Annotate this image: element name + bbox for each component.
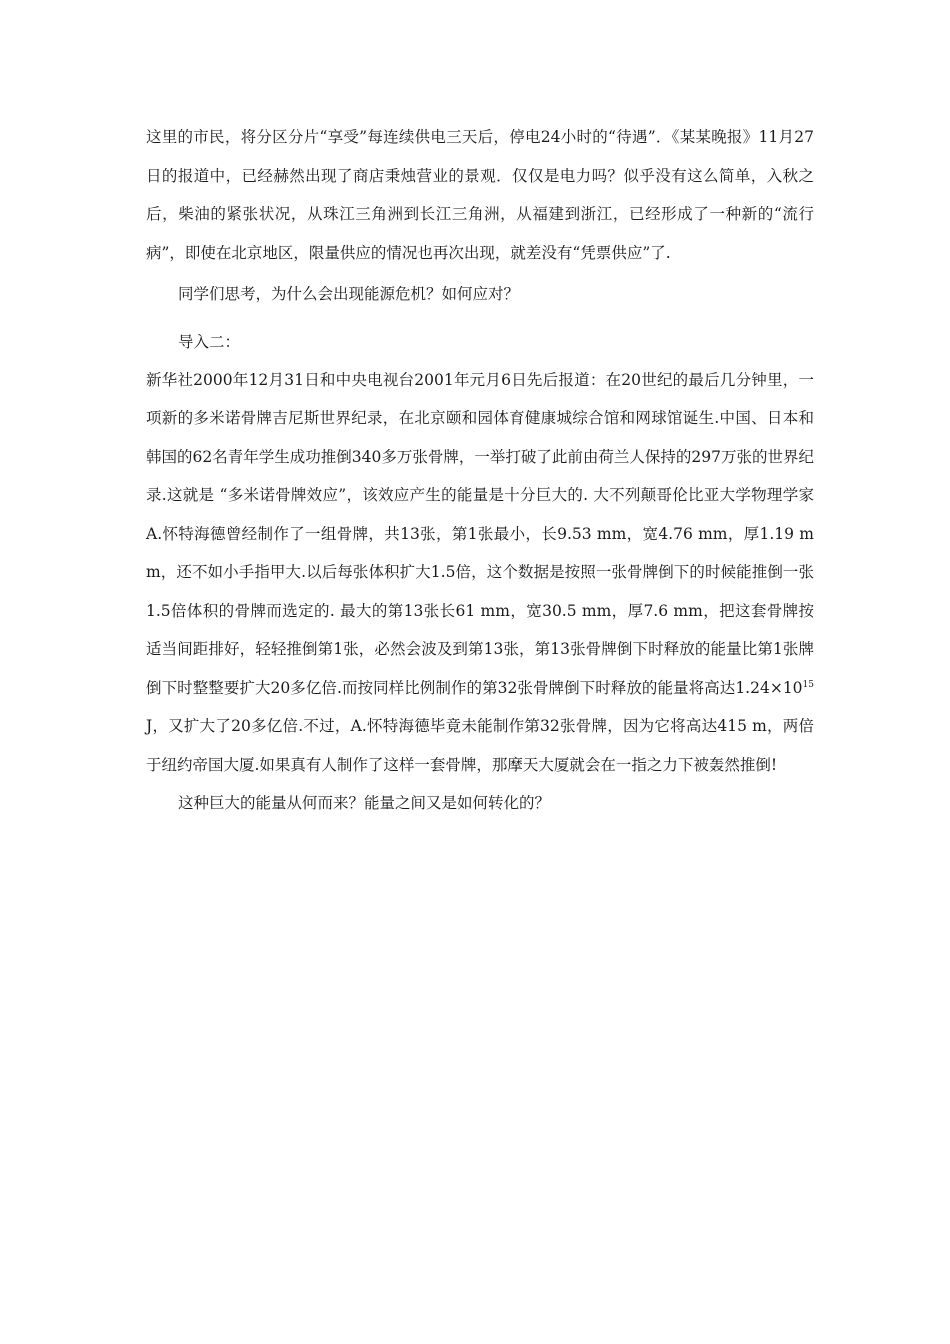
section-heading-intro-two: 导入二：: [178, 332, 241, 351]
exponent: 15: [802, 679, 814, 690]
domino-text-after-exponent: J，又扩大了20多亿倍.不过，A.怀特海德毕竟未能制作第32张骨牌，因为它将高达415 m，两倍于纽约帝国大厦.如果真有人制作了这样一套骨牌，那摩天大厦就会在一指之力下被轰然推倒!: [146, 717, 814, 774]
paragraph-question-energy-source: 这种巨大的能量从何而来？能量之间又是如何转化的？: [178, 794, 551, 812]
paragraph-domino-effect: [146, 361, 814, 785]
domino-text-before-exponent: 新华社2000年12月31日和中央电视台2001年元月6日先后报道：在20世纪的最后几分钟里，一项新的多米诺骨牌吉尼斯世界纪录，在北京颐和园体育健康城综合馆和网球馆诞生.中国、日本和韩国的62名青年学生成功推倒340多万张骨牌，一举打破了此前由荷兰人保持的297万张的世界纪录.这就是 “多米诺骨牌效应”，该效应产生的能量是十分巨大的. 大不列颠哥伦比亚大学物理学家A.怀特海德曾经制作了一组骨牌，共13张，第1张最小，长9.53 mm，宽4.76 mm，厚1.19 mm，还不如小手指甲大.以后每张体积扩大1.5倍，这个数据是按照一张骨牌倒下的时候能推倒一张1.5倍体积的骨牌而选定的. 最大的第13张长61 mm，宽30.5 mm，厚7.6 mm，把这套骨牌按适当间距排好，轻轻推倒第1张，必然会波及到第13张，第13张骨牌倒下时释放的能量比第1张牌倒下时整整要扩大20多亿倍.而按同样比例制作的第32张骨牌倒下时释放的能量将高达1.24×10: [146, 370, 814, 697]
paragraph-power-shortage: 这里的市民，将分区分片“享受”每连续供电三天后，停电24小时的“待遇”．《某某晚报》11月27日的报道中，已经赫然出现了商店秉烛营业的景观．仅仅是电力吗？似乎没有这么简单，入秋之后，柴油的紧张状况，从珠江三角洲到长江三角洲，从福建到浙江，已经形成了一种新的“流行病”，即使在北京地区，限量供应的情况也再次出现，就差没有“凭票供应”了.: [146, 128, 814, 262]
document-body: [146, 118, 814, 823]
paragraph-question-energy-crisis: 同学们思考，为什么会出现能源危机？如何应对？: [178, 285, 520, 303]
